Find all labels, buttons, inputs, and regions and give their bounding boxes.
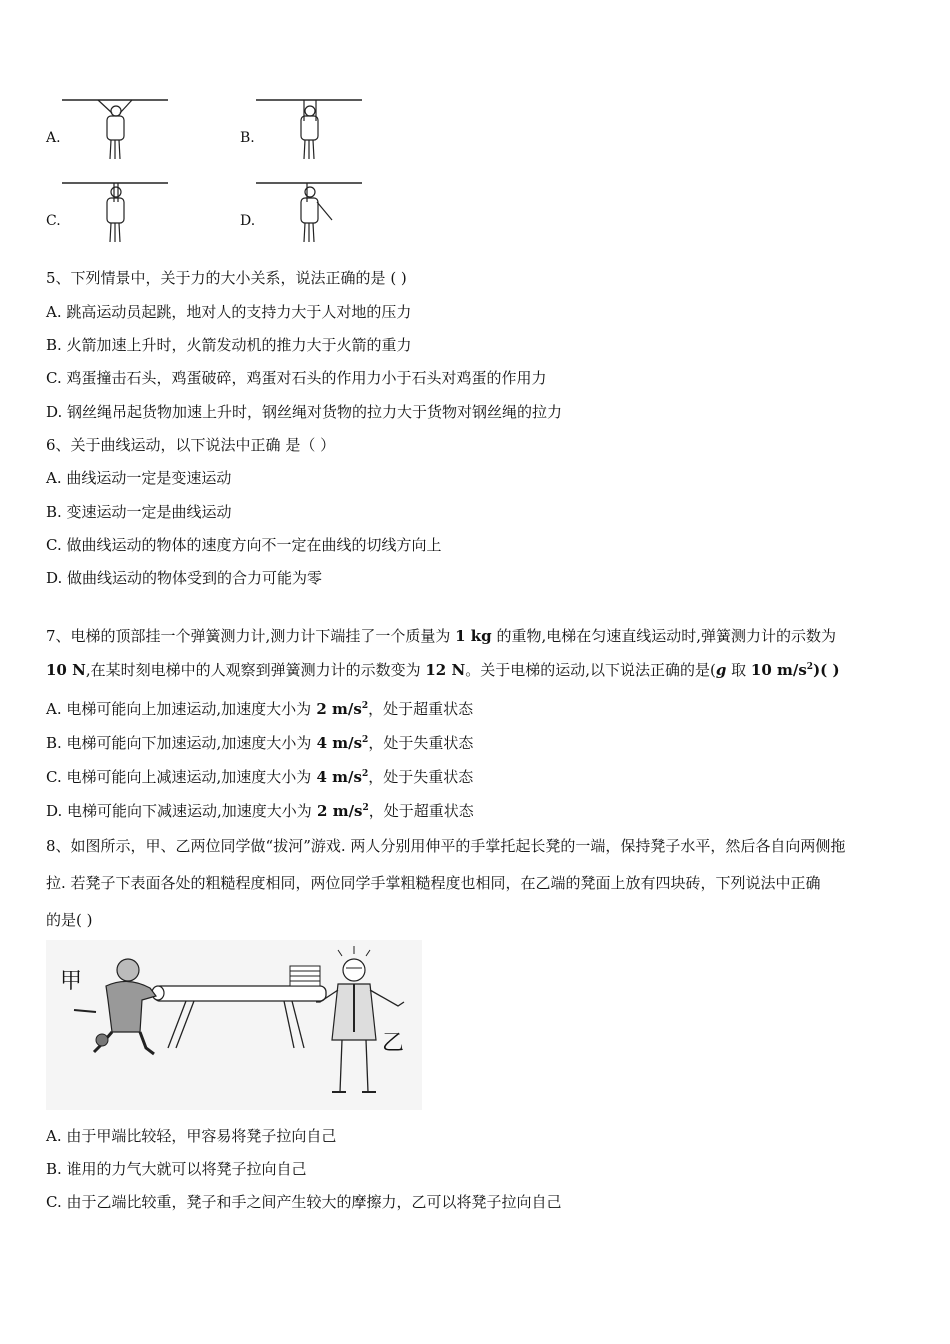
- q6-option-b: B. 变速运动一定是曲线运动: [46, 503, 232, 521]
- q7-option-a-text: A. 电梯可能向上加速运动,加速度大小为: [46, 700, 312, 718]
- q7-option-b: [46, 733, 473, 753]
- q7-exponent: 2: [361, 701, 369, 711]
- q8-stem-line-1: 8、如图所示，甲、乙两位同学做“拔河”游戏. 两人分别用伸平的手掌托起长凳的一端，保持凳子水平，然后各自向两侧拖: [46, 837, 846, 855]
- q7-option-b-value: 4 m/s: [316, 734, 363, 752]
- q7-option-c-text: C. 电梯可能向上减速运动,加速度大小为: [46, 768, 312, 786]
- q7-option-c-value: 4 m/s: [316, 768, 362, 786]
- q5-option-b: B. 火箭加速上升时，火箭发动机的推力大于火箭的重力: [46, 336, 412, 354]
- q7-stem-text: 的重物,电梯在匀速直线运动时,弹簧测力计的示数为: [496, 627, 836, 645]
- q7-option-d-text: D. 电梯可能向下减速运动,加速度大小为: [46, 802, 312, 820]
- q4-option-a-label: A.: [46, 130, 61, 146]
- q7-stem-text: 取: [731, 661, 747, 679]
- q7-g-value: [751, 661, 813, 679]
- q4-option-d-figure: [254, 180, 364, 244]
- q8-figure: [46, 940, 422, 1110]
- q7-option-b-text: ，处于失重状态: [368, 734, 474, 752]
- q4-option-d-label: D.: [240, 213, 256, 229]
- q4-option-b-figure: [254, 97, 364, 161]
- q7-option-a-value: 2 m/s: [316, 700, 362, 718]
- q8-label-jia: 甲: [60, 969, 83, 994]
- q8-stem-line-3: 的是( ): [46, 911, 93, 929]
- q7-exponent: 2: [362, 735, 369, 745]
- q7-option-d-value: 2 m/s: [317, 802, 363, 820]
- q7-g-value-text: 10 m/s: [750, 661, 807, 679]
- q5-option-c: C. 鸡蛋撞击石头，鸡蛋破碎，鸡蛋对石头的作用力小于石头对鸡蛋的作用力: [46, 369, 547, 387]
- q8-option-a: A. 由于甲端比较轻，甲容易将凳子拉向自己: [46, 1127, 337, 1145]
- q7-exponent: 2: [362, 803, 369, 813]
- q7-option-a-text: ，处于超重状态: [368, 700, 474, 718]
- q7-stem-bracket: )( ): [813, 661, 840, 679]
- q7-stem-text: 7、电梯的顶部挂一个弹簧测力计,测力计下端挂了一个质量为: [46, 627, 451, 645]
- q7-stem: [46, 619, 908, 687]
- q6-option-d: D. 做曲线运动的物体受到的合力可能为零: [46, 569, 323, 587]
- q8-label-yi: 乙: [382, 1031, 405, 1056]
- q5-option-d: D. 钢丝绳吊起货物加速上升时，钢丝绳对货物的拉力大于货物对钢丝绳的拉力: [46, 403, 563, 421]
- q4-option-b-label: B.: [240, 130, 255, 146]
- q4-option-c-label: C.: [46, 213, 61, 229]
- q7-option-d-text: ，处于超重状态: [368, 802, 474, 820]
- q7-exponent: 2: [361, 769, 369, 779]
- q7-exponent: 2: [806, 662, 814, 672]
- q7-initial-reading: 10 N: [46, 661, 86, 679]
- q6-option-a: A. 曲线运动一定是变速运动: [46, 469, 232, 487]
- q7-option-d: [46, 801, 474, 821]
- q8-stem-line-2: 拉. 若凳子下表面各处的粗糙程度相同，两位同学手掌粗糙程度也相同，在乙端的凳面上放有四块砖，下列说法中正确: [46, 874, 821, 892]
- q6-stem: 6、关于曲线运动，以下说法中正确 是（ ）: [46, 436, 336, 454]
- q7-stem-text: 。关于电梯的运动,以下说法正确的是(: [465, 661, 716, 679]
- q7-g-symbol: g: [715, 661, 727, 679]
- q5-option-a: A. 跳高运动员起跳，地对人的支持力大于人对地的压力: [46, 303, 412, 321]
- q7-option-a: [46, 699, 473, 719]
- bench-tug-illustration: [46, 940, 422, 1110]
- q7-option-c: [46, 767, 473, 787]
- q4-option-a-figure: [60, 97, 170, 161]
- q7-option-c-text: ，处于失重状态: [368, 768, 474, 786]
- q6-option-c: C. 做曲线运动的物体的速度方向不一定在曲线的切线方向上: [46, 536, 442, 554]
- q8-option-b: B. 谁用的力气大就可以将凳子拉向自己: [46, 1160, 307, 1178]
- q5-stem: 5、下列情景中，关于力的大小关系，说法正确的是 ( ): [46, 269, 407, 287]
- q4-option-c-figure: [60, 180, 170, 244]
- q8-option-c: C. 由于乙端比较重，凳子和手之间产生较大的摩擦力，乙可以将凳子拉向自己: [46, 1193, 562, 1211]
- q7-stem-text: ,在某时刻电梯中的人观察到弹簧测力计的示数变为: [85, 661, 421, 679]
- q7-option-b-text: B. 电梯可能向下加速运动,加速度大小为: [46, 734, 312, 752]
- q7-new-reading: 12 N: [425, 661, 466, 679]
- q7-mass: 1 kg: [455, 627, 492, 645]
